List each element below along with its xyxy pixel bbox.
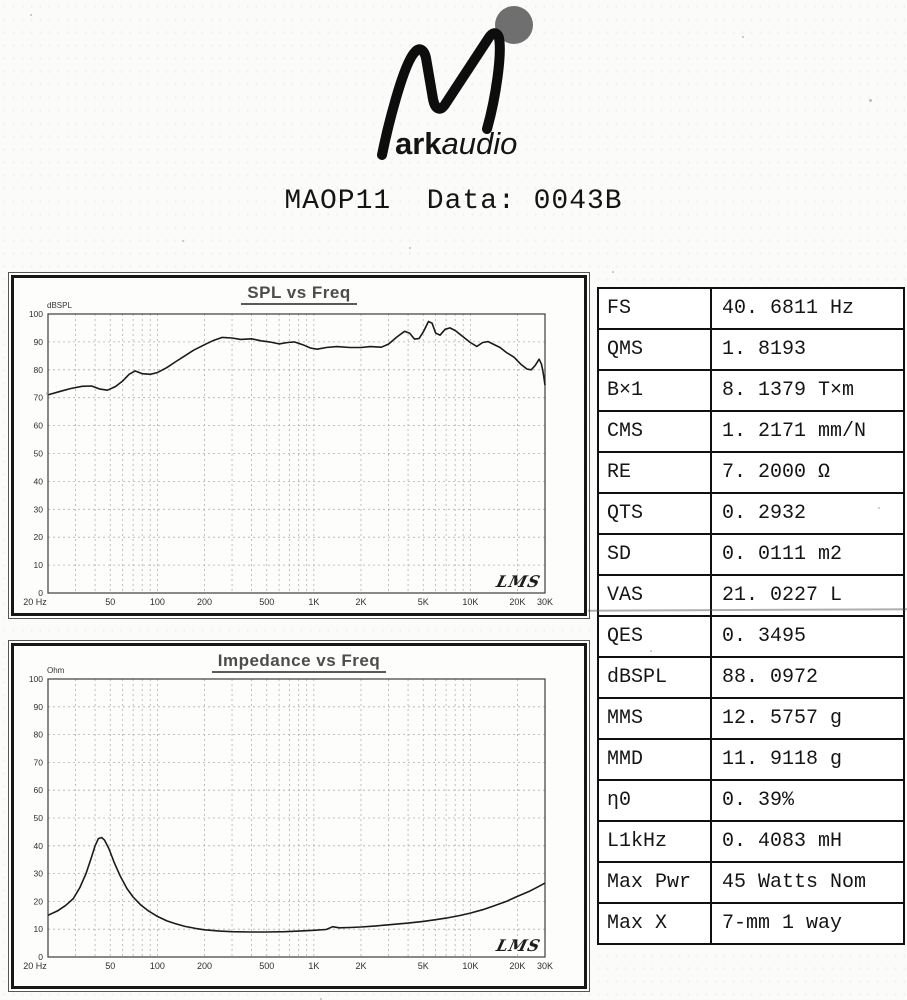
param-label: SD xyxy=(599,535,712,574)
logo-text-bold: ark xyxy=(395,126,442,161)
scan-speck xyxy=(742,36,744,38)
svg-text:50: 50 xyxy=(105,961,116,971)
svg-text:1K: 1K xyxy=(308,961,320,971)
param-value: 7-mm 1 way xyxy=(722,912,843,935)
svg-text:20 Hz: 20 Hz xyxy=(23,597,47,607)
table-row xyxy=(599,699,903,740)
svg-text:200: 200 xyxy=(196,961,212,971)
svg-text:50: 50 xyxy=(105,597,116,607)
table-row xyxy=(599,453,903,494)
param-value: 0. 39% xyxy=(722,789,795,812)
table-row xyxy=(599,535,903,576)
parameters-table xyxy=(597,287,905,945)
svg-text:10: 10 xyxy=(33,560,43,571)
impedance-plot-svg xyxy=(14,646,584,985)
svg-text:60: 60 xyxy=(33,785,43,796)
table-row xyxy=(599,617,903,658)
svg-text:500: 500 xyxy=(259,961,275,971)
svg-text:10K: 10K xyxy=(462,961,479,971)
param-label: Max Pwr xyxy=(599,863,712,902)
svg-text:30: 30 xyxy=(33,504,43,515)
svg-text:20K: 20K xyxy=(509,597,526,607)
svg-text:2K: 2K xyxy=(355,597,367,607)
impedance-chart-title: Impedance vs Freq xyxy=(212,651,387,673)
scan-speck xyxy=(612,271,614,273)
param-label: VAS xyxy=(599,576,712,615)
param-label: L1kHz xyxy=(599,822,712,861)
spl-chart-frame xyxy=(11,275,587,616)
svg-text:1K: 1K xyxy=(308,597,320,607)
spl-plot-svg xyxy=(14,278,584,612)
svg-text:10: 10 xyxy=(33,924,43,935)
spl-chart-title: SPL vs Freq xyxy=(241,283,356,305)
table-row xyxy=(599,658,903,699)
param-value: 88. 0972 xyxy=(722,666,819,689)
scan-speck xyxy=(46,392,49,395)
param-label: η0 xyxy=(599,781,712,820)
svg-text:30K: 30K xyxy=(536,597,554,607)
spl-chart-box xyxy=(8,272,590,619)
svg-text:LMS: LMS xyxy=(494,936,543,955)
param-label: FS xyxy=(599,289,712,328)
table-row xyxy=(599,740,903,781)
param-label: QMS xyxy=(599,330,712,369)
svg-text:100: 100 xyxy=(149,597,165,607)
svg-text:500: 500 xyxy=(259,597,275,607)
svg-text:20: 20 xyxy=(33,532,43,543)
table-row xyxy=(599,412,903,453)
param-value: 7. 2000 Ω xyxy=(722,461,831,484)
svg-text:10K: 10K xyxy=(462,597,479,607)
table-row xyxy=(599,904,903,943)
scan-speck xyxy=(650,650,652,652)
svg-text:50: 50 xyxy=(33,448,43,459)
param-value: 11. 9118 g xyxy=(722,748,843,771)
svg-text:0: 0 xyxy=(38,588,43,598)
param-value: 0. 4083 mH xyxy=(722,830,843,853)
param-label: QTS xyxy=(599,494,712,533)
svg-text:200: 200 xyxy=(196,597,212,607)
param-value: 0. 2932 xyxy=(722,502,807,525)
svg-text:0: 0 xyxy=(38,952,43,962)
svg-text:50: 50 xyxy=(33,813,43,823)
markaudio-logo xyxy=(375,2,547,166)
logo-text-light: audio xyxy=(441,126,518,161)
table-row xyxy=(599,863,903,904)
param-label: RE xyxy=(599,453,712,492)
svg-text:80: 80 xyxy=(33,364,43,375)
param-value: 0. 3495 xyxy=(722,625,807,648)
param-label: CMS xyxy=(599,412,712,451)
svg-text:arkaudio xyxy=(395,126,517,161)
param-label: dBSPL xyxy=(599,658,712,697)
param-label: MMS xyxy=(599,699,712,738)
param-label: MMD xyxy=(599,740,712,779)
table-row xyxy=(599,822,903,863)
param-value: 1. 2171 mm/N xyxy=(722,420,867,443)
table-row xyxy=(599,371,903,412)
svg-text:70: 70 xyxy=(33,392,43,403)
param-value: 21. 0227 L xyxy=(722,584,843,607)
svg-text:dBSPL: dBSPL xyxy=(47,301,72,310)
svg-text:20 Hz: 20 Hz xyxy=(23,961,47,971)
svg-text:100: 100 xyxy=(28,309,43,319)
svg-text:Ohm: Ohm xyxy=(47,666,65,675)
param-label: QES xyxy=(599,617,712,656)
svg-text:80: 80 xyxy=(33,729,43,740)
scan-speck xyxy=(869,99,872,102)
scan-speck xyxy=(182,240,184,242)
table-row xyxy=(599,494,903,535)
param-value: 45 Watts Nom xyxy=(722,871,867,894)
svg-text:20K: 20K xyxy=(509,961,526,971)
svg-text:30K: 30K xyxy=(536,961,554,971)
param-label: B×1 xyxy=(599,371,712,410)
param-value: 12. 5757 g xyxy=(722,707,843,730)
svg-text:100: 100 xyxy=(149,961,165,971)
scan-speck xyxy=(878,507,880,509)
table-row xyxy=(599,781,903,822)
svg-text:40: 40 xyxy=(33,840,43,851)
impedance-chart-box xyxy=(8,640,590,992)
svg-text:90: 90 xyxy=(33,336,43,347)
svg-text:60: 60 xyxy=(33,420,43,431)
param-value: 1. 8193 xyxy=(722,338,807,361)
svg-text:20: 20 xyxy=(33,896,43,907)
svg-text:5K: 5K xyxy=(417,597,429,607)
svg-text:30: 30 xyxy=(33,868,43,879)
document-title: MAOP11 Data: 0043B xyxy=(284,186,623,217)
param-label: Max X xyxy=(599,904,712,943)
impedance-chart-frame xyxy=(11,643,587,989)
svg-text:5K: 5K xyxy=(417,961,429,971)
svg-text:2K: 2K xyxy=(355,961,367,971)
table-row xyxy=(599,330,903,371)
svg-text:LMS: LMS xyxy=(494,572,543,591)
param-value: 8. 1379 T×m xyxy=(722,379,855,402)
scan-speck xyxy=(409,247,411,249)
scan-speck xyxy=(30,14,32,16)
svg-text:40: 40 xyxy=(33,476,43,487)
param-value: 40. 6811 Hz xyxy=(722,297,855,320)
svg-text:100: 100 xyxy=(28,674,43,684)
svg-text:70: 70 xyxy=(33,757,43,768)
table-row xyxy=(599,289,903,330)
svg-text:90: 90 xyxy=(33,701,43,712)
param-value: 0. 0111 m2 xyxy=(722,543,843,566)
